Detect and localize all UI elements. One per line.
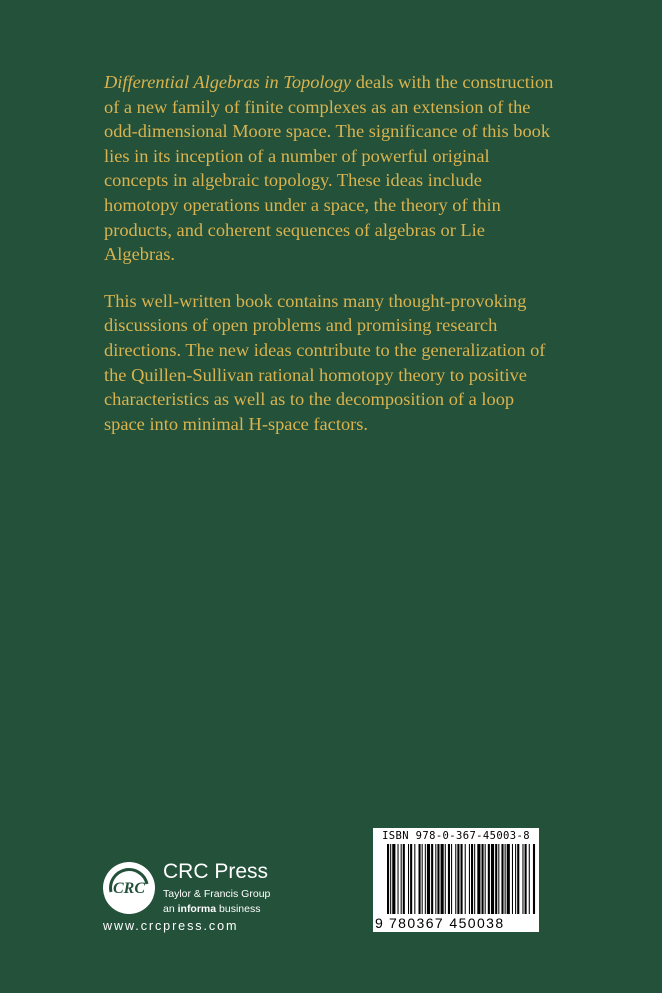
barcode-bar (465, 844, 466, 914)
barcode-bar (448, 844, 450, 914)
barcode-bar (529, 844, 530, 914)
barcode-bar (522, 844, 523, 914)
publisher-name: CRC Press (163, 860, 269, 883)
barcode-bar (495, 844, 497, 914)
barcode-bar (507, 844, 510, 914)
barcode-bar (474, 844, 475, 914)
barcode-bar (410, 844, 412, 914)
publisher-block (103, 862, 303, 937)
barcode-bar (488, 844, 490, 914)
barcode-bar (498, 844, 499, 914)
blurb-paragraph-1-text: deals with the construction of a new family of finite complexes as an extension of the odd-dimensional Moore space. The significance of this book lies in its inception of a number of powerful original concepts in algebraic topology. These ideas include homotopy operations under a space, the theory of thin products, and coherent sequences of algebras or Lie Algebras. (104, 72, 554, 265)
barcode-bar (455, 844, 456, 914)
publisher-informa (163, 903, 260, 915)
barcode-bar (431, 844, 433, 914)
barcode-bar (505, 844, 506, 914)
barcode-bar (491, 844, 494, 914)
barcode-bar (441, 844, 444, 914)
barcode-bar (387, 844, 389, 914)
barcode-bar (401, 844, 402, 914)
informa-prefix: an (163, 903, 178, 915)
barcode-bar (482, 844, 484, 914)
crc-logo-text: CRC (112, 880, 146, 897)
barcode-bar (533, 844, 535, 914)
barcode-bar (403, 844, 405, 914)
barcode-bar (512, 844, 513, 914)
crc-logo-icon (103, 862, 155, 914)
barcode-bar (451, 844, 452, 914)
barcode-bar (408, 844, 409, 914)
barcode-bar (485, 844, 486, 914)
barcode-number: 780367 450038 (389, 915, 505, 931)
barcode-bar (419, 844, 421, 914)
publisher-group: Taylor & Francis Group (163, 888, 271, 900)
barcode-bar (390, 844, 391, 914)
barcode-bar (469, 844, 470, 914)
barcode-bar (471, 844, 473, 914)
back-cover-blurb (104, 70, 556, 436)
barcode-bar (525, 844, 527, 914)
isbn-barcode (373, 828, 539, 932)
publisher-url[interactable]: www.crcpress.com (103, 919, 239, 933)
barcode-bar (398, 844, 399, 914)
barcode-bar (427, 844, 430, 914)
isbn-label: ISBN 978-0-367-45003-8 (382, 830, 530, 842)
barcode-bar (435, 844, 436, 914)
barcode-bar (437, 844, 439, 914)
blurb-paragraph-1 (104, 70, 556, 267)
barcode-lead-digit: 9 (375, 915, 383, 931)
barcode-bar (457, 844, 459, 914)
barcode-bar (414, 844, 415, 914)
barcode-bar (461, 844, 463, 914)
barcode-bar (477, 844, 480, 914)
barcode-bar (425, 844, 426, 914)
informa-brand: informa (177, 903, 217, 915)
barcode-bars (373, 844, 539, 916)
barcode-bar (517, 844, 519, 914)
barcode-bar (392, 844, 395, 914)
book-title: Differential Algebras in Topology (104, 72, 352, 92)
blurb-paragraph-2: This well-written book contains many thought-provoking discussions of open problems and promising research directions. The new ideas contribute to the generalization of the Quillen-Sullivan rational homotopy theory to positive characteristics as well as to the decomposition of a loop space into minimal H-space factors. (104, 290, 546, 434)
informa-suffix: business (216, 903, 261, 915)
barcode-bar (422, 844, 423, 914)
barcode-bar (445, 844, 446, 914)
barcode-bar (501, 844, 503, 914)
barcode-bar (515, 844, 516, 914)
